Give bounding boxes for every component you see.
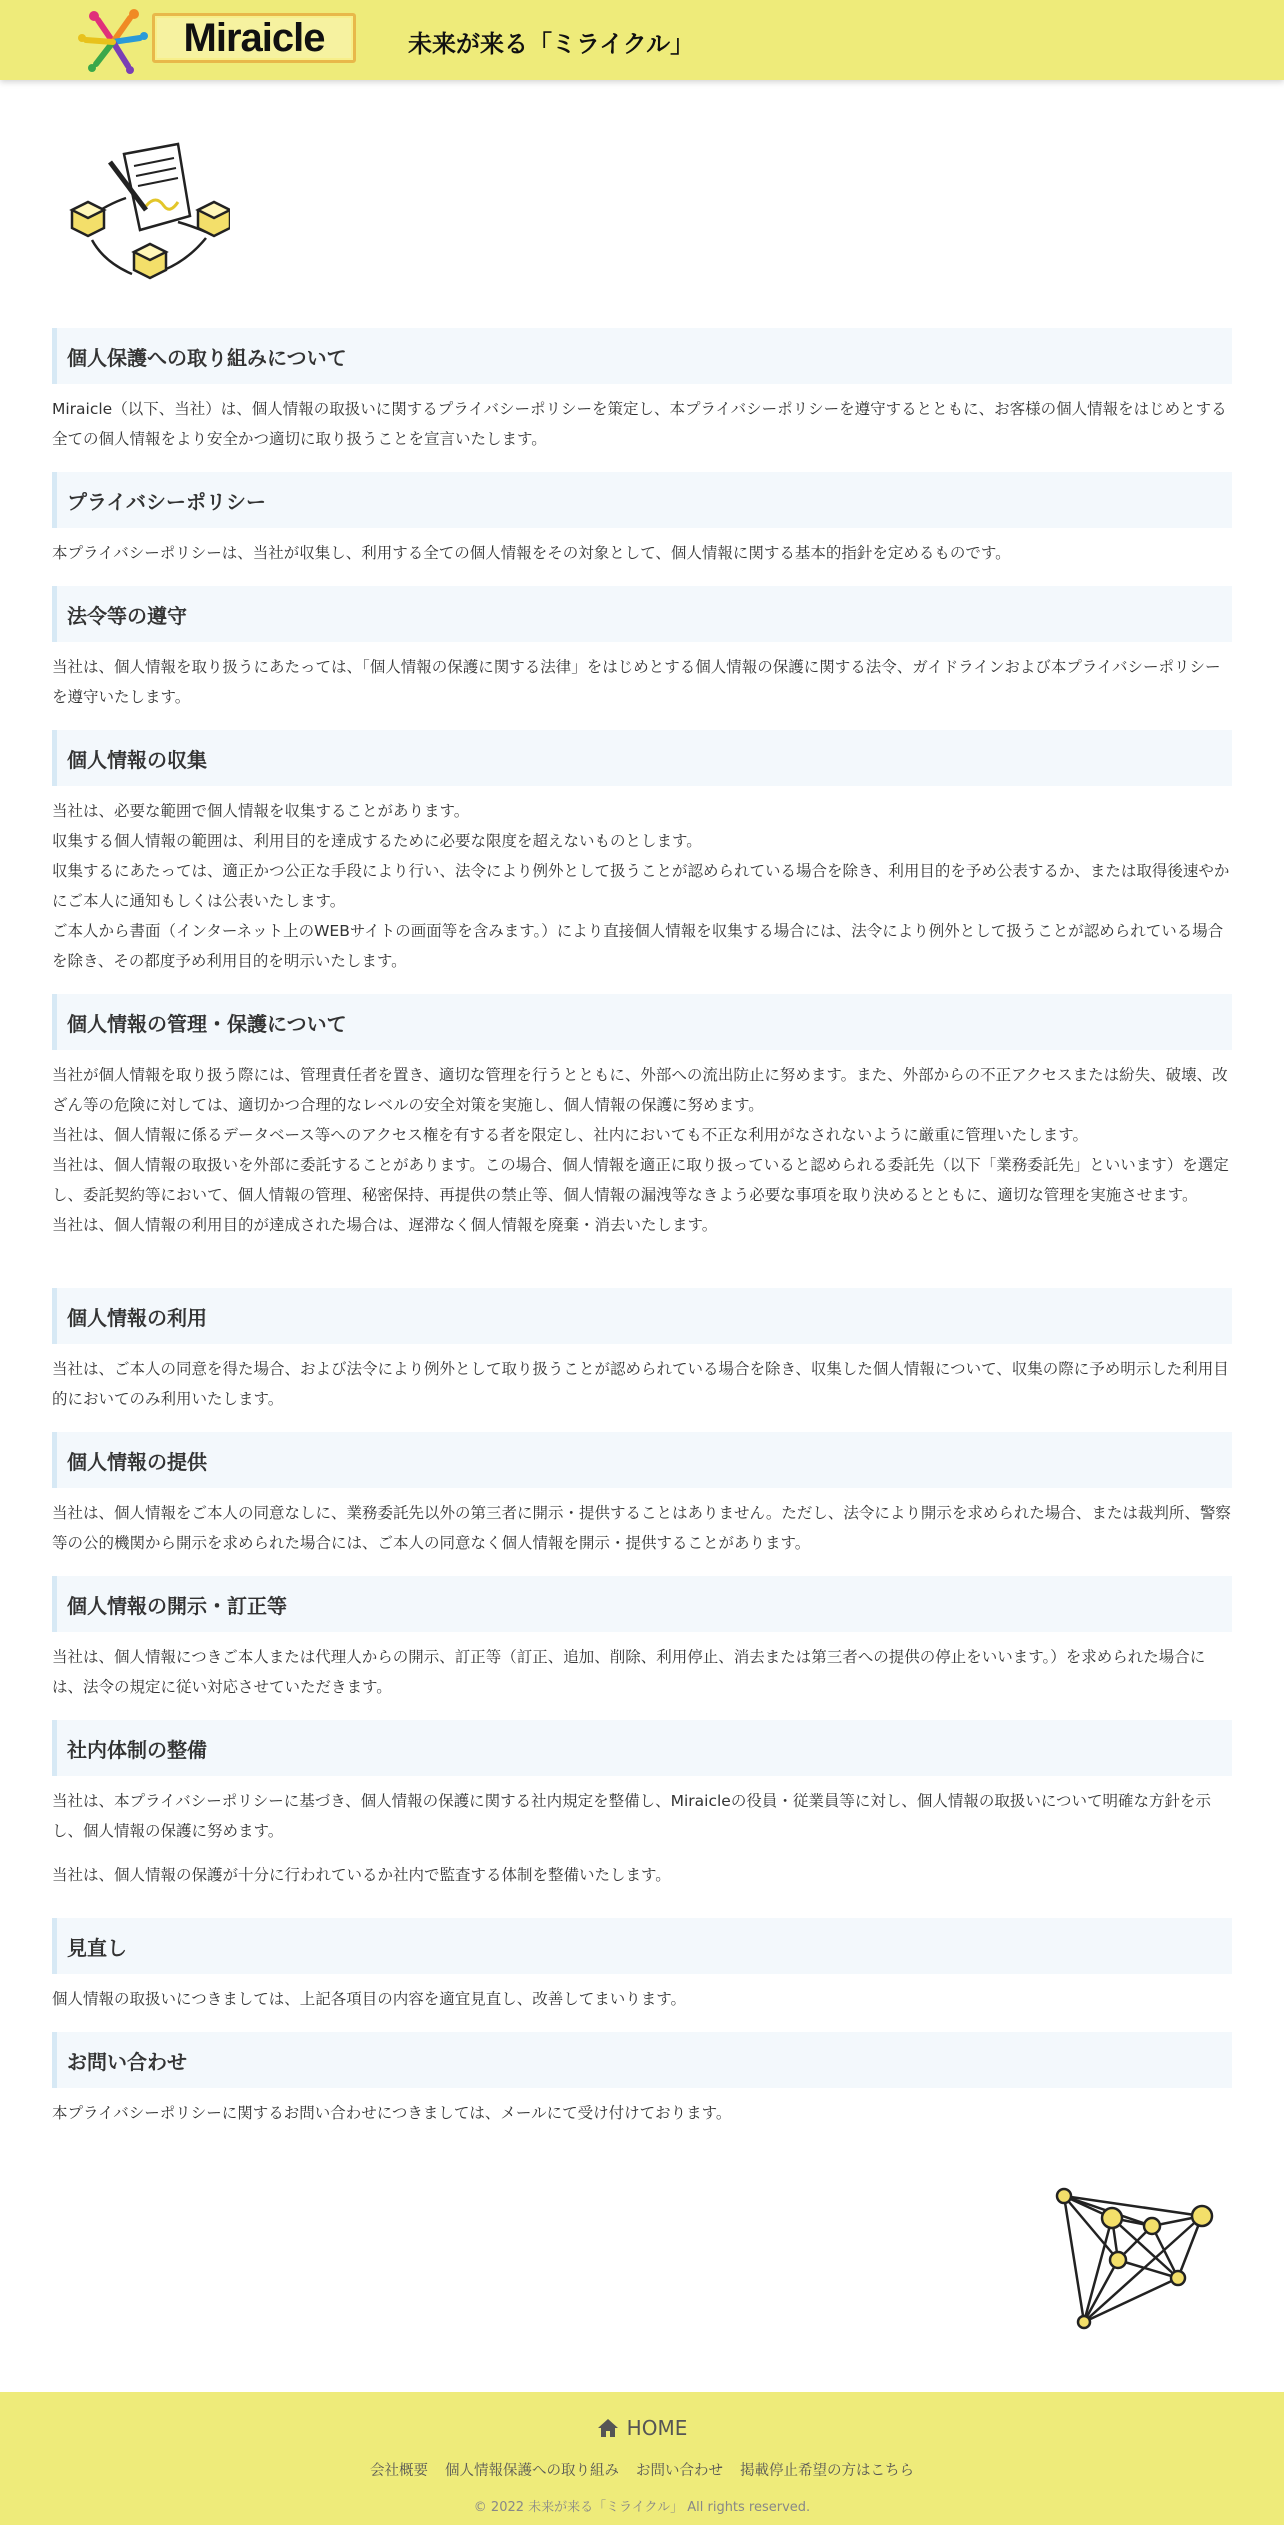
network-illustration [1048, 2180, 1218, 2330]
section-paragraph: ご本人から書面（インターネット上のWEBサイトの画面等を含みます。）により直接個人情報を収集する場合には、法令により例外として扱うことが認められている場合を除き、その都度予め利用目的を明示いたします。 [52, 922, 1224, 970]
copyright: © 2022 未来が来る「ミライクル」 All rights reserved. [473, 2500, 811, 2515]
section-heading: 個人保護への取り組みについて [52, 328, 1232, 384]
section-management [52, 994, 1232, 1240]
section-paragraph: 収集する個人情報の範囲は、利用目的を達成するために必要な限度を超えないものとします。 [52, 832, 702, 850]
section-paragraph: Miraicle（以下、当社）は、個人情報の取扱いに関するプライバシーポリシーを策定し、本プライバシーポリシーを遵守するとともに、お客様の個人情報をはじめとする全ての個人情報をより安全かつ適切に取り扱うことを宣言いたします。 [52, 400, 1227, 448]
section-paragraph: 本プライバシーポリシーは、当社が収集し、利用する全ての個人情報をその対象として、個人情報に関する基本的指針を定めるものです。 [52, 544, 1011, 562]
footer-link-privacy[interactable]: 個人情報保護への取り組み [445, 2463, 619, 2479]
footer-nav [0, 2459, 1284, 2480]
site-tagline: 未来が来る「ミライクル」 [408, 30, 695, 58]
footer-link-company[interactable]: 会社概要 [370, 2463, 428, 2479]
section-paragraph: 収集するにあたっては、適正かつ公正な手段により行い、法令により例外として扱うことが認められている場合を除き、利用目的を予め公表するか、または取得後速やかにご本人に通知もしくは公表いたします。 [52, 862, 1230, 910]
home-icon [597, 2418, 619, 2438]
footer-home-label: HOME [626, 2416, 688, 2440]
section-heading: 個人情報の提供 [52, 1432, 1232, 1488]
section-heading: 法令等の遵守 [52, 586, 1232, 642]
section-contact [52, 2032, 1232, 2128]
contract-chain-illustration [66, 140, 230, 280]
section-heading: 社内体制の整備 [52, 1720, 1232, 1776]
section-heading: プライバシーポリシー [52, 472, 1232, 528]
section-paragraph: 当社は、ご本人の同意を得た場合、および法令により例外として取り扱うことが認められている場合を除き、収集した個人情報について、収集の際に予め明示した利用目的においてのみ利用いたします。 [52, 1360, 1229, 1408]
site-footer [0, 2392, 1284, 2525]
section-heading: 個人情報の収集 [52, 730, 1232, 786]
section-compliance [52, 586, 1232, 712]
logo-figures-icon[interactable] [78, 8, 148, 74]
section-heading: お問い合わせ [52, 2032, 1232, 2088]
section-heading: 個人情報の管理・保護について [52, 994, 1232, 1050]
section-review [52, 1918, 1232, 2014]
section-paragraph: 当社は、個人情報の保護が十分に行われているか社内で監査する体制を整備いたします。 [52, 1866, 671, 1884]
section-paragraph: 当社が個人情報を取り扱う際には、管理責任者を置き、適切な管理を行うとともに、外部への流出防止に努めます。また、外部からの不正アクセスまたは紛失、破壊、改ざん等の危険に対しては、適切かつ合理的なレベルの安全対策を実施し、個人情報の保護に努めます。 [52, 1066, 1228, 1114]
logo[interactable] [152, 13, 356, 63]
section-paragraph: 当社は、個人情報に係るデータベース等へのアクセス権を有する者を限定し、社内においても不正な利用がなされないように厳重に管理いたします。 [52, 1126, 1089, 1144]
section-paragraph: 当社は、必要な範囲で個人情報を収集することがあります。 [52, 802, 470, 820]
section-privacy-policy [52, 472, 1232, 568]
section-provision [52, 1432, 1232, 1558]
section-paragraph: 当社は、本プライバシーポリシーに基づき、個人情報の保護に関する社内規定を整備し、Miraicleの役員・従業員等に対し、個人情報の取扱いについて明確な方針を示し、個人情報の保護に努めます。 [52, 1792, 1212, 1840]
section-heading: 個人情報の開示・訂正等 [52, 1576, 1232, 1632]
section-heading: 見直し [52, 1918, 1232, 1974]
section-collection [52, 730, 1232, 976]
footer-home-link[interactable] [0, 2416, 1284, 2440]
section-paragraph: 当社は、個人情報につきご本人または代理人からの開示、訂正等（訂正、追加、削除、利用停止、消去または第三者への提供の停止をいいます。）を求められた場合には、法令の規定に従い対応させていただきます。 [52, 1648, 1206, 1696]
site-header [0, 0, 1284, 80]
section-usage [52, 1288, 1232, 1414]
section-disclosure [52, 1576, 1232, 1702]
section-paragraph: 当社は、個人情報をご本人の同意なしに、業務委託先以外の第三者に開示・提供することはありません。ただし、法令により開示を求められた場合、または裁判所、警察等の公的機関から開示を求められた場合には、ご本人の同意なく個人情報を開示・提供することがあります。 [52, 1504, 1231, 1552]
section-paragraph: 当社は、個人情報の利用目的が達成された場合は、遅滞なく個人情報を廃棄・消去いたします。 [52, 1216, 718, 1234]
section-internal-system [52, 1720, 1232, 1890]
section-paragraph: 当社は、個人情報の取扱いを外部に委託することがあります。この場合、個人情報を適正に取り扱っていると認められる委託先（以下「業務委託先」といいます）を選定し、委託契約等において、個人情報の管理、秘密保持、再提供の禁止等、個人情報の漏洩等なきよう必要な事項を取り決めるとともに、適切な管理を実施させます。 [52, 1156, 1229, 1204]
section-initiative [52, 328, 1232, 454]
section-paragraph: 当社は、個人情報を取り扱うにあたっては、「個人情報の保護に関する法律」をはじめとする個人情報の保護に関する法令、ガイドラインおよび本プライバシーポリシーを遵守いたします。 [52, 658, 1221, 706]
footer-link-unlisting[interactable]: 掲載停止希望の方はこちら [740, 2463, 914, 2479]
section-paragraph: 本プライバシーポリシーに関するお問い合わせにつきましては、メールにて受け付けております。 [52, 2104, 732, 2122]
section-heading: 個人情報の利用 [52, 1288, 1232, 1344]
footer-link-contact[interactable]: お問い合わせ [636, 2463, 723, 2479]
logo-text: Miraicle [183, 15, 325, 60]
section-paragraph: 個人情報の取扱いにつきましては、上記各項目の内容を適宜見直し、改善してまいります。 [52, 1990, 686, 2008]
